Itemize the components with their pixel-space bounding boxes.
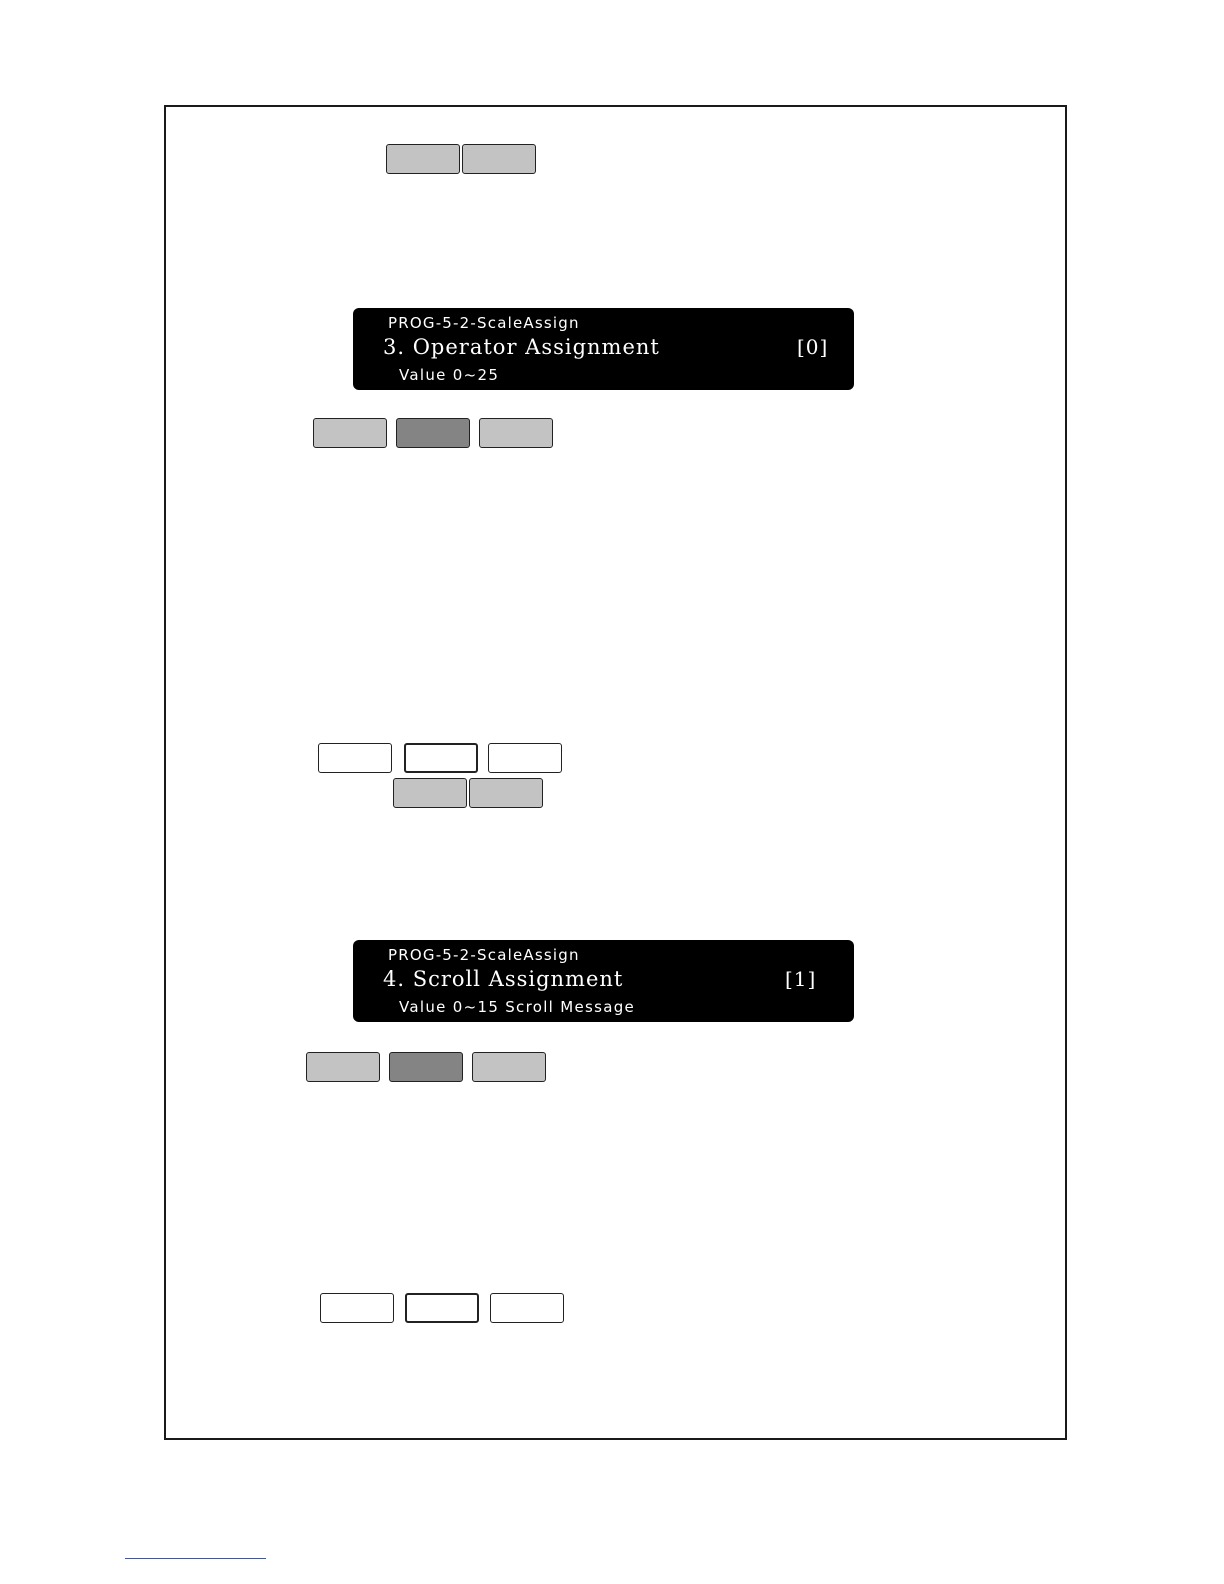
gray-key[interactable]	[386, 144, 460, 174]
lcd-menu-path: PROG-5-2-ScaleAssign	[388, 946, 580, 964]
right-key[interactable]	[472, 1052, 546, 1082]
white-key[interactable]	[490, 1293, 564, 1323]
white-key[interactable]	[318, 743, 392, 773]
white-key[interactable]	[488, 743, 562, 773]
gray-key[interactable]	[469, 778, 543, 808]
lcd-item-title: 4. Scroll Assignment	[383, 967, 624, 991]
lcd-menu-path: PROG-5-2-ScaleAssign	[388, 314, 580, 332]
lcd-value-hint: Value 0~15 Scroll Message	[399, 998, 636, 1016]
lcd-display	[353, 940, 854, 1022]
left-key[interactable]	[306, 1052, 380, 1082]
lcd-item-value: [1]	[785, 967, 817, 991]
gray-key[interactable]	[393, 778, 467, 808]
lcd-item-value: [0]	[797, 335, 829, 359]
white-key-selected[interactable]	[404, 743, 478, 773]
left-key[interactable]	[313, 418, 387, 448]
right-key[interactable]	[479, 418, 553, 448]
white-key[interactable]	[320, 1293, 394, 1323]
lcd-value-hint: Value 0~25	[399, 366, 500, 384]
pressed-key[interactable]	[389, 1052, 463, 1082]
pressed-key[interactable]	[396, 418, 470, 448]
page-frame	[164, 105, 1067, 1440]
footer-rule	[125, 1558, 266, 1559]
lcd-display	[353, 308, 854, 390]
white-key-selected[interactable]	[405, 1293, 479, 1323]
gray-key[interactable]	[462, 144, 536, 174]
lcd-item-title: 3. Operator Assignment	[383, 335, 660, 359]
